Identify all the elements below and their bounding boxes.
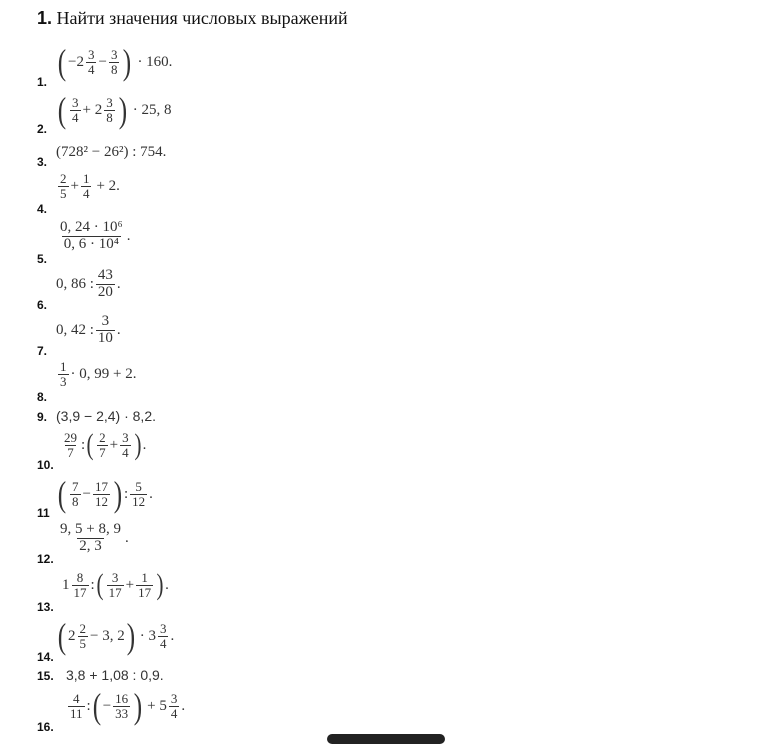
exercise-2 — [0, 90, 782, 138]
expression-tail: · 25, 8 — [132, 101, 172, 118]
expression: (3,9 − 2,4) · 8,2. — [56, 408, 156, 424]
expression-tail: + 2. — [96, 177, 120, 194]
exercise-14 — [0, 618, 782, 664]
title-number: 1. — [37, 8, 53, 28]
expression-tail: · 160. — [137, 53, 173, 70]
exercise-5 — [0, 220, 782, 266]
denominator: 2, 3 — [79, 537, 102, 554]
expression-tail: + 5 — [147, 697, 167, 714]
exercise-number: 15. — [37, 669, 54, 683]
expression: $\frac{29}{7}$ : ( $\frac{2}{7}$ + $\frac{3}{4}$ ) . — [64, 428, 147, 461]
exercise-7 — [0, 314, 782, 358]
numerator: 0, 24 · 10⁶ — [60, 219, 123, 235]
expression: 3,8 + 1,08 : 0,9. — [66, 667, 164, 683]
exercise-number: 4. — [37, 202, 48, 216]
exercise-number: 16. — [37, 720, 54, 734]
exercise-3 — [0, 142, 782, 169]
exercise-number: 7. — [37, 344, 48, 358]
expression: ( −2 $\frac{3}{4}$ − $\frac{3}{8}$ ) · 160. — [57, 42, 173, 82]
exercise-number: 11 — [37, 506, 50, 520]
expression: $\frac{4}{11}$ : ( − $\frac{16}{33}$ ) + 5 $\frac{3}{4}$ . — [70, 686, 186, 726]
expression: 1 $\frac{8}{17}$ : ( $\frac{3}{17}$ + $\frac{1}{17}$ ) . — [62, 568, 169, 601]
exercise-10 — [0, 428, 782, 474]
exercise-number: 8. — [37, 390, 48, 404]
exercise-number: 3. — [37, 155, 48, 169]
expression: $\frac{2}{5}$ + $\frac{1}{4}$ + 2. — [60, 171, 120, 201]
expression-lead: 0, 42 : — [56, 321, 94, 338]
expression: $\frac{1}{3}$ · 0, 99 + 2. — [60, 359, 137, 389]
expression-mid: − 3, 2 — [90, 627, 125, 644]
expression: $\frac{9, 5 + 8, 9}{2, 3}$ . — [60, 521, 129, 554]
expression: 0, 42 : $\frac{3}{10}$ . — [56, 313, 121, 346]
exercise-number: 5. — [37, 252, 48, 266]
expression-lead: 0, 86 : — [56, 275, 94, 292]
exercise-number: 2. — [37, 122, 48, 136]
exercise-12 — [0, 522, 782, 568]
exercise-16 — [0, 686, 782, 736]
expression: ( $\frac{7}{8}$ − $\frac{17}{12}$ ) : $\frac{5}{12}$ . — [57, 474, 153, 514]
expression-tail: · 3 — [139, 627, 156, 644]
expression: 0, 86 : $\frac{43}{20}$ . — [56, 267, 121, 300]
exercise-number: 12. — [37, 552, 54, 566]
home-indicator[interactable] — [327, 734, 445, 744]
expression: ( $\frac{3}{4}$ + 2 $\frac{3}{8}$ ) · 25, 8 — [57, 90, 172, 130]
exercise-number: 1. — [37, 75, 48, 89]
exercise-number: 14. — [37, 650, 54, 664]
exercise-number: 9. — [37, 410, 48, 424]
exercise-6 — [0, 268, 782, 312]
expression: $\frac{\text{0, 24 · 10⁶}}{\text{0, 6 · 10⁴}}$ . — [60, 219, 131, 252]
denominator: 0, 6 · 10⁴ — [63, 235, 119, 252]
exercise-11 — [0, 476, 782, 522]
page-title — [37, 8, 348, 29]
exercise-4 — [0, 172, 782, 216]
expression-tail: · 0, 99 + 2. — [70, 365, 137, 382]
exercise-number: 6. — [37, 298, 48, 312]
exercise-number: 13. — [37, 600, 54, 614]
expression: (728² − 26²) : 754. — [56, 144, 167, 160]
exercise-9 — [0, 408, 782, 428]
exercise-number: 10. — [37, 458, 54, 472]
exercise-15 — [0, 667, 782, 687]
expression: ( 2 $\frac{2}{5}$ − 3, 2 ) · 3 $\frac{3}{4}$ . — [57, 616, 175, 656]
exercise-8 — [0, 360, 782, 404]
numerator: 9, 5 + 8, 9 — [60, 521, 121, 537]
exercise-13 — [0, 568, 782, 616]
title-text: Найти значения числовых выражений — [56, 8, 348, 28]
exercise-1 — [0, 40, 782, 90]
